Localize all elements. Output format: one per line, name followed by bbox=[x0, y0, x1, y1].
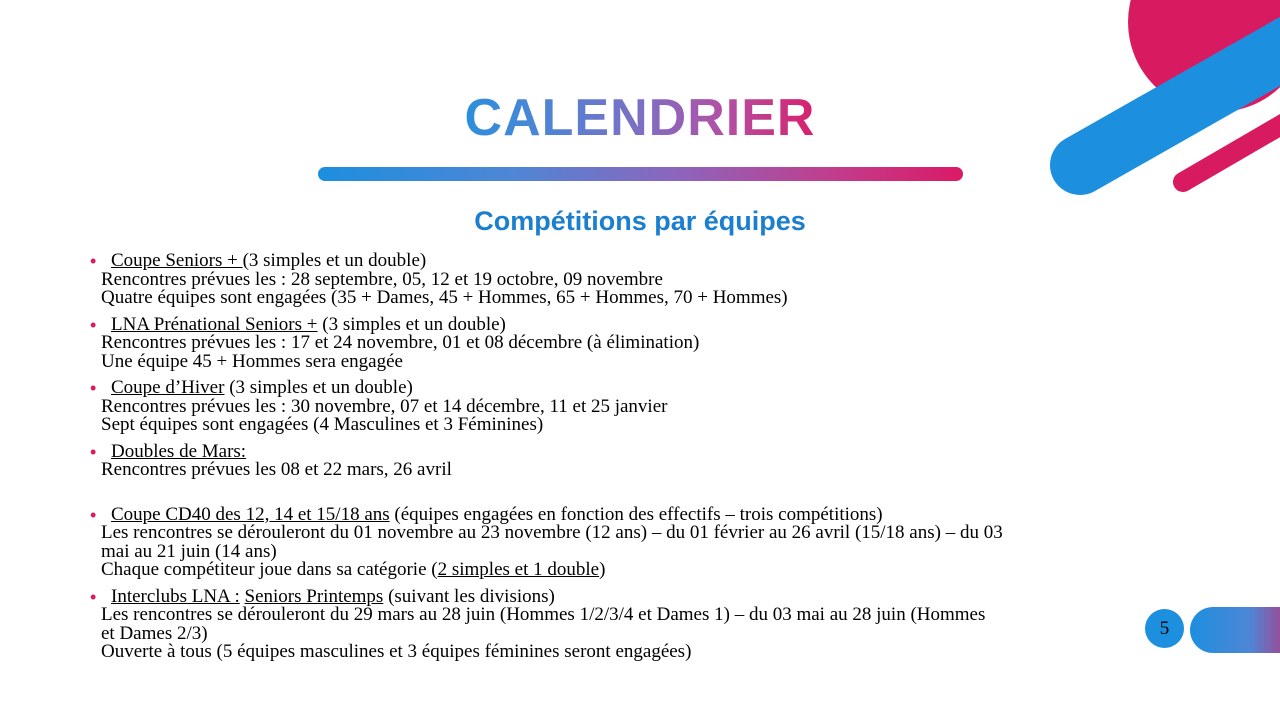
slide-title: CALENDRIER bbox=[464, 89, 816, 147]
list-item-coupe-hiver: • Coupe d’Hiver (3 simples et un double) Rencontres prévues les : 30 novembre, 07 et 14 décembre, 11 et 25 janvier Sept équipes sont engagées (4 Masculines et 3 Féminines) bbox=[90, 377, 668, 435]
bullet-icon: • bbox=[90, 378, 97, 398]
gradient-pill-shape bbox=[1190, 607, 1280, 653]
bullet-icon: • bbox=[90, 251, 97, 271]
bullet-icon: • bbox=[90, 504, 97, 525]
page-number-badge: 5 bbox=[1145, 609, 1184, 648]
bullet-icon: • bbox=[90, 441, 97, 462]
bullet-icon: • bbox=[90, 314, 97, 335]
list-item-doubles-mars: • Doubles de Mars: Rencontres prévues les 08 et 22 mars, 26 avril bbox=[90, 440, 452, 480]
decorative-pill-bottom bbox=[1190, 607, 1280, 653]
bullet-icon: • bbox=[90, 586, 97, 607]
title-underline-bar bbox=[318, 167, 963, 181]
competitions-list bbox=[90, 252, 1190, 662]
list-item-lna-prenational: • LNA Prénational Seniors + (3 simples et un double) Rencontres prévues les : 17 et 24 novembre, 01 et 08 décembre (à élimination) Une équipe 45 + Hommes sera engagée bbox=[90, 313, 700, 372]
list-item-coupe-cd40: • Coupe CD40 des 12, 14 et 15/18 ans (équipes engagées en fonction des effectifs – trois compétitions) Les rencontres se dérouleront du 01 novembre au 23 novembre (12 ans) – du 01 février au 26 avril (15/18 ans) – du 03 mai au 21 juin (14 ans) Chaque compétiteur joue dans sa catégorie (2 simples et 1 double) bbox=[90, 503, 1003, 580]
list-item-coupe-seniors: • Coupe Seniors + (3 simples et un double) Rencontres prévues les : 28 septembre, 05, 12 et 19 octobre, 09 novembre Quatre équipes sont engagées (35 + Dames, 45 + Hommes, 65 + Hommes, 70 + Hommes) bbox=[90, 250, 788, 308]
list-item-interclubs-lna: • Interclubs LNA : Seniors Printemps (suivant les divisions) Les rencontres se dérouleront du 29 mars au 28 juin (Hommes 1/2/3/4 et Dames 1) – du 03 mai au 28 juin (Hommes et Dames 2/3) Ouverte à tous (5 équipes masculines et 3 équipes féminines seront engagées) bbox=[90, 585, 986, 662]
slide-subtitle: Compétitions par équipes bbox=[474, 206, 806, 236]
